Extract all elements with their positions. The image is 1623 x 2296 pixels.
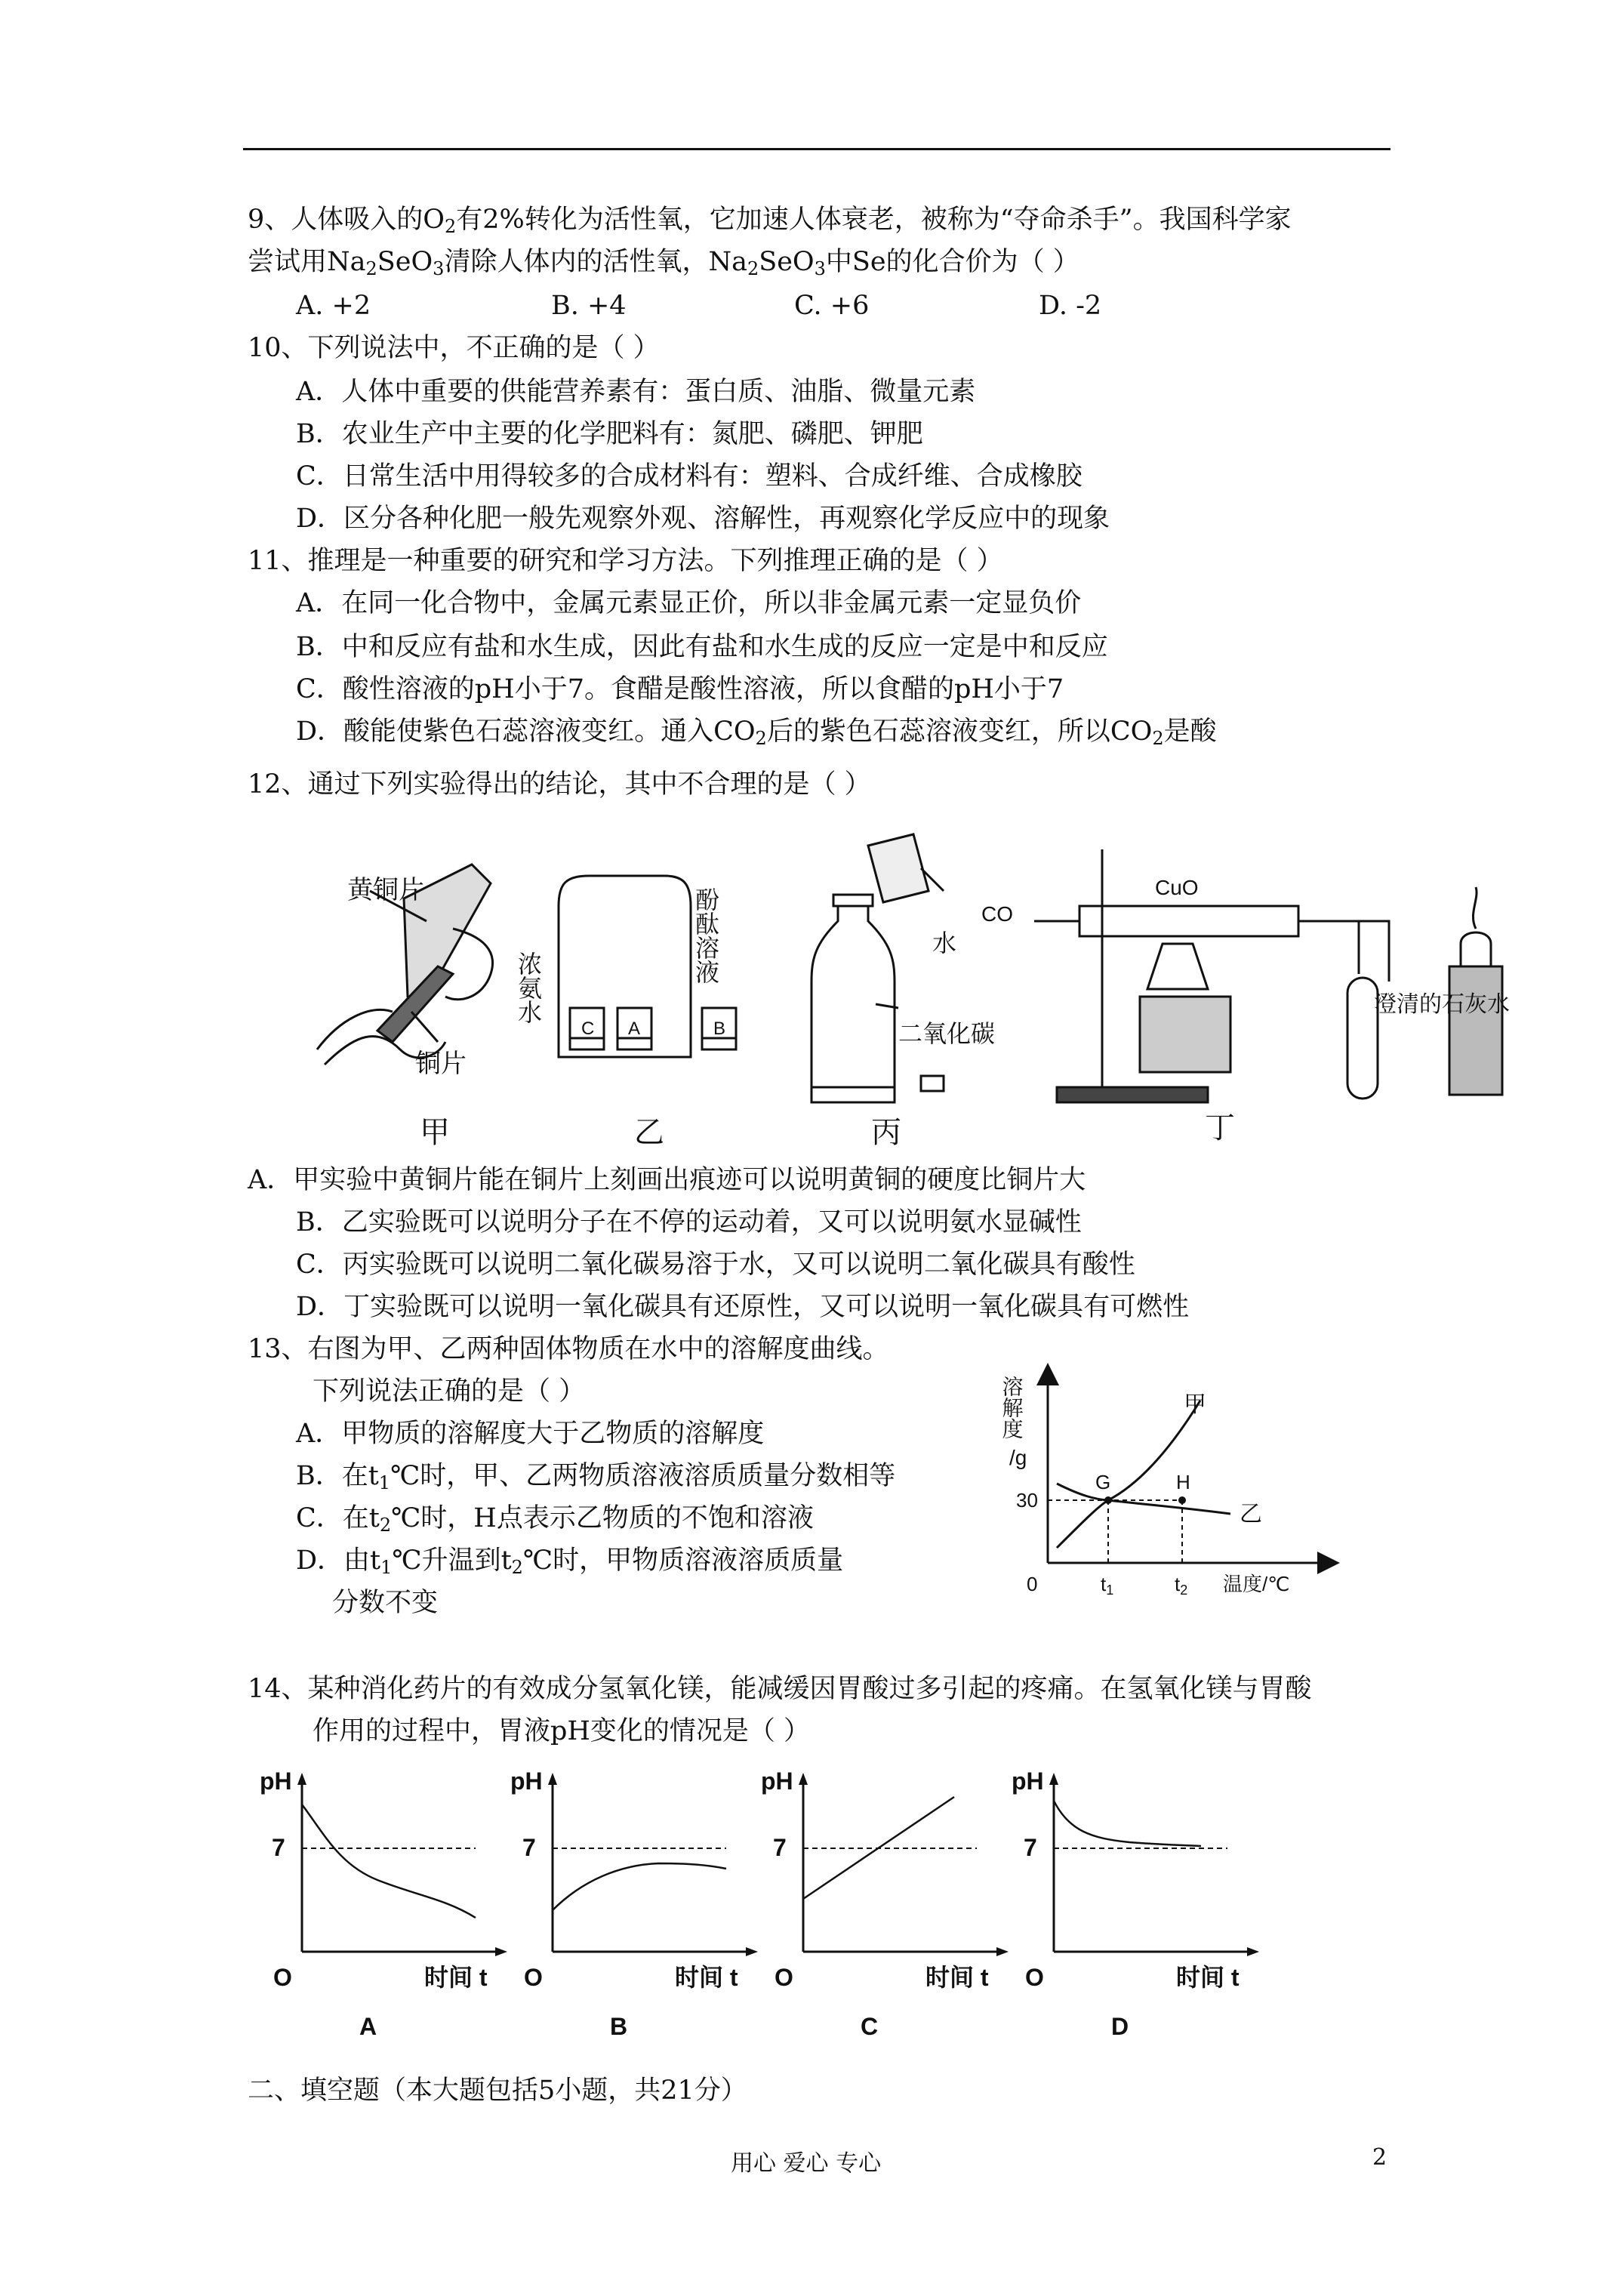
y-tick-30: 30 — [1016, 1489, 1038, 1512]
ph-panel-d — [1012, 1767, 1259, 2040]
ph-x-arrow — [996, 1947, 1009, 1956]
header-rule — [243, 148, 1390, 150]
label-co: CO — [981, 902, 1013, 926]
label-lime: 澄清的石灰水 — [1374, 992, 1510, 1017]
q12-figures — [302, 823, 1510, 1140]
x-tick-t2: t2 — [1175, 1573, 1188, 1598]
label-phenol: 酚酞溶液 — [692, 887, 719, 984]
q11-option-d: D．酸能使紫色石蕊溶液变红。通入$CO_2$后的紫色石蕊溶液变红，所以$CO_2$是酸 — [296, 717, 1217, 749]
ph-xlabel: 时间 t — [675, 1964, 738, 1991]
ph-y-arrow — [297, 1773, 306, 1785]
caption-ding: 丁 — [1205, 1111, 1235, 1145]
ph-origin: O — [775, 1964, 793, 1991]
origin-label: 0 — [1027, 1573, 1038, 1595]
q11-option-c: C．酸性溶液的pH小于7。食醋是酸性溶液，所以食醋的pH小于7 — [296, 674, 1064, 704]
q12-option-d: D．丁实验既可以说明一氧化碳具有还原性，又可以说明一氧化碳具有可燃性 — [296, 1292, 1190, 1322]
ph-curve — [1054, 1801, 1201, 1846]
q12-option-a: A．甲实验中黄铜片能在铜片上刻画出痕迹可以说明黄铜的硬度比铜片大 — [248, 1165, 1086, 1195]
label-cuo: CuO — [1155, 876, 1199, 899]
q11-stem: 11、推理是一种重要的研究和学习方法。下列推理正确的是（ ） — [248, 546, 1003, 576]
y-axis-label: 溶解度 — [999, 1376, 1024, 1439]
ph-ref-label: 7 — [522, 1834, 536, 1861]
section2-title: 二、填空题（本大题包括5小题，共21分） — [248, 2076, 747, 2106]
ph-x-arrow — [746, 1947, 758, 1956]
ph-xlabel: 时间 t — [424, 1964, 488, 1991]
point-g — [1104, 1496, 1112, 1504]
q9-option-d: D. -2 — [1039, 291, 1102, 321]
ph-x-arrow — [1247, 1947, 1259, 1956]
ph-ylabel: pH — [510, 1767, 543, 1795]
q10-option-c: C．日常生活中用得较多的合成材料有：塑料、合成纤维、合成橡胶 — [296, 461, 1083, 492]
q10-option-a: A．人体中重要的供能营养素有：蛋白质、油脂、微量元素 — [296, 377, 976, 407]
ph-panel-a — [260, 1767, 507, 2040]
ph-panel-label: C — [861, 2013, 879, 2040]
q9-option-c: C. +6 — [794, 291, 870, 321]
ph-origin: O — [524, 1964, 543, 1991]
q13-stem: 13、右图为甲、乙两种固体物质在水中的溶解度曲线。 — [248, 1334, 889, 1364]
q13-option-a: A．甲物质的溶解度大于乙物质的溶解度 — [296, 1419, 765, 1449]
q10-stem: 10、下列说法中，不正确的是（ ） — [248, 333, 660, 363]
q12-option-c: C．丙实验既可以说明二氧化碳易溶于水，又可以说明二氧化碳具有酸性 — [296, 1250, 1135, 1280]
fig-bing — [812, 834, 995, 1102]
ph-panel-label: B — [610, 2013, 628, 2040]
q14-line2: 作用的过程中，胃液pH变化的情况是（ ） — [313, 1716, 811, 1746]
ph-origin: O — [1025, 1964, 1044, 1991]
q13-option-c: C．在$t_2℃$时，H点表示乙物质的不饱和溶液 — [296, 1503, 814, 1536]
ph-panel-c — [761, 1767, 1009, 2040]
q14-line1: 14、某种消化药片的有效成分氢氧化镁，能减缓因胃酸过多引起的疼痛。在氢氧化镁与胃酸 — [248, 1674, 1312, 1704]
caption-bing: 丙 — [871, 1116, 901, 1149]
ph-xlabel: 时间 t — [925, 1964, 989, 1991]
ph-charts — [249, 1767, 1306, 2069]
x-tick-t1: t1 — [1101, 1573, 1114, 1598]
ph-ref-label: 7 — [272, 1834, 285, 1861]
label-copper: 铜片 — [415, 1049, 467, 1078]
label-water: 水 — [932, 929, 957, 957]
q13-stem2: 下列说法正确的是（ ） — [313, 1376, 586, 1407]
point-h-label: H — [1176, 1471, 1190, 1493]
footer-page-number: 2 — [1372, 2144, 1387, 2171]
q13-option-b: B．在$t_1℃$时，甲、乙两物质溶液溶质质量分数相等 — [296, 1461, 896, 1493]
q10-option-b: B．农业生产中主要的化学肥料有：氮肥、磷肥、钾肥 — [296, 419, 923, 449]
q9-line2: 尝试用$Na_2SeO_3$清除人体内的活性氧，$Na_2SeO_3$中Se的化合价为（ ） — [248, 247, 1079, 279]
ph-curve — [302, 1804, 476, 1918]
ph-y-arrow — [1049, 1773, 1058, 1785]
beaker-b: B — [713, 1019, 726, 1039]
ph-panel-b — [510, 1767, 758, 2040]
ph-ref-label: 7 — [1024, 1834, 1037, 1861]
ph-y-arrow — [799, 1773, 808, 1785]
beaker-c: C — [581, 1019, 595, 1039]
series-jia-label: 甲 — [1184, 1392, 1206, 1417]
solubility-chart — [996, 1359, 1344, 1608]
label-brass: 黄铜片 — [347, 876, 424, 905]
q10-option-d: D．区分各种化肥一般先观察外观、溶解性，再观察化学反应中的现象 — [296, 504, 1110, 534]
y-axis-unit: /g — [1009, 1446, 1027, 1469]
ph-ylabel: pH — [1012, 1767, 1044, 1795]
point-h — [1178, 1496, 1186, 1504]
q9-option-b: B. +4 — [551, 291, 627, 321]
q12-option-b: B．乙实验既可以说明分子在不停的运动着，又可以说明氨水显碱性 — [296, 1207, 1082, 1237]
ph-panel-label: A — [359, 2013, 377, 2040]
q9-option-a: A. +2 — [296, 291, 371, 321]
q13-option-d: D．由$t_1℃$升温到$t_2℃$时，甲物质溶液溶质质量 — [296, 1546, 844, 1578]
caption-jia: 甲 — [420, 1116, 450, 1149]
fig-ding — [981, 849, 1510, 1102]
ph-ylabel: pH — [260, 1767, 292, 1795]
ph-panel-label: D — [1111, 2013, 1129, 2040]
caption-yi: 乙 — [634, 1116, 664, 1149]
footer-center: 用心 爱心 专心 — [731, 2150, 882, 2177]
q11-option-a: A．在同一化合物中，金属元素显正价，所以非金属元素一定显负价 — [296, 588, 1082, 618]
q12-stem: 12、通过下列实验得出的结论，其中不合理的是（ ） — [248, 769, 871, 800]
ph-origin: O — [273, 1964, 292, 1991]
fig-jia — [317, 864, 493, 1078]
fig-yi — [515, 876, 736, 1057]
label-co2: 二氧化碳 — [898, 1020, 996, 1047]
label-ammonia: 浓氨水 — [515, 951, 542, 1024]
curve-yi — [1057, 1484, 1230, 1514]
ph-xlabel: 时间 t — [1176, 1964, 1240, 1991]
q13-option-d-cont: 分数不变 — [332, 1588, 439, 1618]
point-g-label: G — [1095, 1471, 1111, 1493]
x-axis-label: 温度/℃ — [1223, 1573, 1290, 1595]
q11-option-b: B．中和反应有盐和水生成，因此有盐和水生成的反应一定是中和反应 — [296, 632, 1108, 662]
ph-curve — [553, 1863, 726, 1910]
ph-ref-label: 7 — [773, 1834, 787, 1861]
ph-x-arrow — [495, 1947, 507, 1956]
ph-ylabel: pH — [761, 1767, 793, 1795]
ph-y-arrow — [548, 1773, 557, 1785]
q9-line1: 9、人体吸入的$O_2$有2%转化为活性氧，它加速人体衰老，被称为“夺命杀手”。我国科学家 — [248, 205, 1292, 237]
series-yi-label: 乙 — [1240, 1502, 1262, 1527]
beaker-a: A — [628, 1019, 641, 1039]
